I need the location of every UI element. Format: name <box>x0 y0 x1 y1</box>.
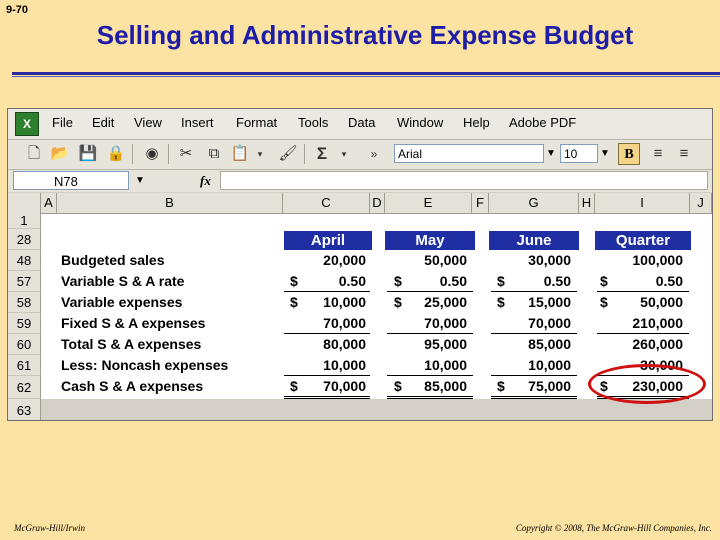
select-all-corner[interactable] <box>8 193 41 213</box>
autosum-dropdown-icon[interactable]: ▾ <box>341 149 347 159</box>
value-cell: 70,000 <box>528 315 571 331</box>
column-header-e[interactable]: E <box>385 193 472 213</box>
row-header[interactable]: 58 <box>8 292 41 313</box>
menu-bar <box>8 109 712 140</box>
value-cell: 10,000 <box>424 357 467 373</box>
menu-help[interactable]: Help <box>463 115 490 130</box>
cell-underline <box>597 291 689 292</box>
row-header[interactable]: 48 <box>8 250 41 271</box>
dollar-sign: $ <box>497 378 505 394</box>
cell-underline <box>491 375 577 376</box>
cell-underline <box>491 333 577 334</box>
line-label: Fixed S & A expenses <box>61 315 206 331</box>
cell-underline <box>387 375 473 376</box>
paste-dropdown-icon[interactable]: ▾ <box>257 149 263 159</box>
column-header-c[interactable]: C <box>283 193 370 213</box>
column-header-g[interactable]: G <box>489 193 579 213</box>
dollar-sign: $ <box>290 294 298 310</box>
value-cell: 15,000 <box>528 294 571 310</box>
value-cell: 30,000 <box>640 357 683 373</box>
dollar-sign: $ <box>497 273 505 289</box>
row-header[interactable]: 28 <box>8 229 41 250</box>
value-cell: 210,000 <box>632 315 683 331</box>
value-cell: 0.50 <box>338 273 366 289</box>
row-header[interactable]: 60 <box>8 334 41 355</box>
value-cell: 70,000 <box>323 378 366 394</box>
slide-number: 9-70 <box>6 4 29 16</box>
value-cell: 50,000 <box>640 294 683 310</box>
toolbar-separator <box>304 144 305 164</box>
cell-underline <box>387 333 473 334</box>
value-cell: 30,000 <box>528 252 571 268</box>
line-label: Variable S & A rate <box>61 273 185 289</box>
value-cell: 100,000 <box>632 252 683 268</box>
format-painter-icon[interactable]: 🖌 <box>278 145 298 162</box>
cut-icon[interactable]: ✂ <box>179 145 193 162</box>
value-cell: 85,000 <box>528 336 571 352</box>
value-cell: 0.50 <box>655 273 683 289</box>
value-cell: 10,000 <box>323 357 366 373</box>
cell-underline <box>284 375 370 376</box>
font-size-dropdown-icon[interactable]: ▼ <box>600 148 610 159</box>
menu-format[interactable]: Format <box>236 115 278 130</box>
bold-button[interactable]: B <box>618 143 640 165</box>
dollar-sign: $ <box>497 294 505 310</box>
permission-icon[interactable]: 🔒 <box>106 145 126 162</box>
value-cell: 10,000 <box>528 357 571 373</box>
value-cell: 85,000 <box>424 378 467 394</box>
row-header[interactable]: 62 <box>8 376 41 399</box>
dollar-sign: $ <box>290 378 298 394</box>
footer-copyright: Copyright © 2008, The McGraw-Hill Companies, Inc. <box>515 523 712 533</box>
dollar-sign: $ <box>394 294 402 310</box>
column-header-b[interactable]: B <box>57 193 283 213</box>
insert-function-icon[interactable]: fx <box>200 173 211 188</box>
cell-underline <box>597 333 689 334</box>
dollar-sign: $ <box>600 273 608 289</box>
column-header-d[interactable]: D <box>370 193 385 213</box>
new-document-icon[interactable]: 🗋 <box>27 145 41 162</box>
value-cell: 75,000 <box>528 378 571 394</box>
standard-toolbar <box>8 140 712 170</box>
dollar-sign: $ <box>290 273 298 289</box>
value-cell: 50,000 <box>424 252 467 268</box>
grid-bottom-strip <box>41 399 712 421</box>
column-header-j[interactable]: J <box>690 193 712 213</box>
column-header-a[interactable]: A <box>41 193 57 213</box>
formula-input[interactable] <box>220 171 708 190</box>
excel-app-icon[interactable]: X <box>15 112 39 136</box>
highlight-ellipse <box>588 364 706 404</box>
footer-publisher: McGraw-Hill/Irwin <box>14 523 85 533</box>
double-underline <box>284 396 370 397</box>
font-dropdown-icon[interactable]: ▼ <box>544 144 558 163</box>
row-header[interactable]: 57 <box>8 271 41 292</box>
slide-title: Selling and Administrative Expense Budget <box>96 20 634 50</box>
save-icon[interactable]: 💾 <box>78 145 98 162</box>
dollar-sign: $ <box>394 378 402 394</box>
name-box[interactable]: N78 <box>13 171 129 190</box>
value-cell: 70,000 <box>424 315 467 331</box>
value-cell: 25,000 <box>424 294 467 310</box>
title-rule-thin <box>12 76 720 77</box>
line-label: Variable expenses <box>61 294 183 310</box>
research-icon[interactable]: ◉ <box>145 145 159 162</box>
cell-underline <box>284 333 370 334</box>
value-cell: 95,000 <box>424 336 467 352</box>
line-label: Less: Noncash expenses <box>61 357 229 373</box>
column-header-f[interactable]: F <box>472 193 489 213</box>
cell-underline <box>387 291 473 292</box>
column-headers <box>8 193 712 214</box>
menu-adobe-pdf[interactable]: Adobe PDF <box>509 115 577 130</box>
value-cell: 260,000 <box>632 336 683 352</box>
dollar-sign: $ <box>394 273 402 289</box>
line-label: Total S & A expenses <box>61 336 202 352</box>
toolbar-separator <box>132 144 133 164</box>
copy-icon[interactable]: ⧉ <box>208 145 220 162</box>
column-header-h[interactable]: H <box>579 193 595 213</box>
autosum-icon[interactable]: Σ <box>316 144 328 163</box>
title-rule <box>12 72 720 75</box>
value-cell: 230,000 <box>632 378 683 394</box>
line-label: Cash S & A expenses <box>61 378 204 394</box>
row-header[interactable]: 63 <box>8 399 41 421</box>
row-header[interactable]: 1 <box>8 213 41 229</box>
period-header-may: May <box>385 231 475 250</box>
period-header-quarter: Quarter <box>595 231 691 250</box>
font-name-field[interactable]: Arial <box>394 144 544 163</box>
formula-bar <box>8 170 712 192</box>
column-header-i[interactable]: I <box>595 193 690 213</box>
font-size-field[interactable]: 10 <box>560 144 598 163</box>
toolbar-separator <box>168 144 169 164</box>
value-cell: 10,000 <box>323 294 366 310</box>
menu-insert[interactable]: Insert <box>181 115 214 130</box>
value-cell: 0.50 <box>543 273 571 289</box>
toolbar-options-icon[interactable]: » <box>370 147 378 161</box>
dollar-sign: $ <box>600 378 608 394</box>
open-folder-icon[interactable]: 📂 <box>50 145 70 162</box>
double-underline <box>387 396 473 397</box>
line-label: Budgeted sales <box>61 252 165 268</box>
double-underline <box>491 396 577 397</box>
value-cell: 70,000 <box>323 315 366 331</box>
align-left-icon[interactable]: ≡ <box>653 145 663 162</box>
value-cell: 20,000 <box>323 252 366 268</box>
menu-window[interactable]: Window <box>397 115 444 130</box>
period-header-june: June <box>489 231 579 250</box>
value-cell: 80,000 <box>323 336 366 352</box>
period-header-april: April <box>284 231 372 250</box>
row-header[interactable]: 59 <box>8 313 41 334</box>
align-center-icon[interactable]: ≡ <box>679 145 689 162</box>
dollar-sign: $ <box>600 294 608 310</box>
menu-edit[interactable]: Edit <box>92 115 115 130</box>
cell-underline <box>491 291 577 292</box>
menu-view[interactable]: View <box>134 115 162 130</box>
row-header[interactable]: 61 <box>8 355 41 376</box>
menu-tools[interactable]: Tools <box>298 115 329 130</box>
cell-underline <box>284 291 370 292</box>
value-cell: 0.50 <box>439 273 467 289</box>
paste-icon[interactable]: 📋 <box>230 145 250 162</box>
menu-data[interactable]: Data <box>348 115 376 130</box>
name-box-dropdown-icon[interactable]: ▼ <box>135 175 145 186</box>
menu-file[interactable]: File <box>52 115 73 130</box>
